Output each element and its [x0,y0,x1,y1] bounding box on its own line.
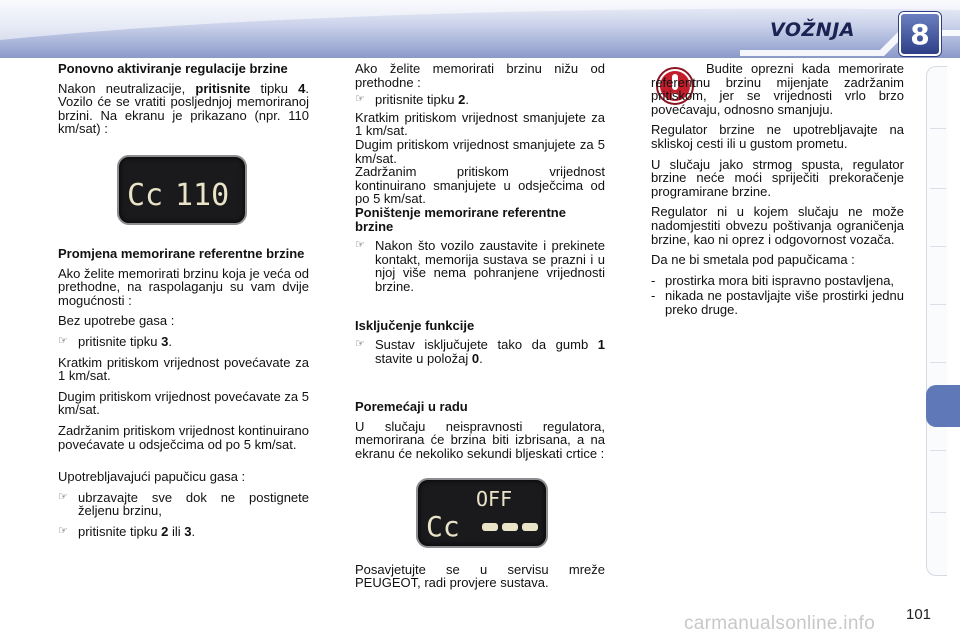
text: Sustav isključujete tako da gumb [375,337,598,353]
text-bold: 2 [458,92,466,108]
text: stavite u položaj [375,350,472,366]
pointing-hand-icon: ☞ [355,239,365,252]
text: Nakon neutralizacije, [58,80,196,96]
watermark-text: carmanualsonline.info [684,613,876,634]
bullet-text [375,338,605,365]
text-bold: 2 [161,523,169,539]
text-bold: 1 [597,337,605,353]
text-bold: pritisnite [195,80,251,96]
paragraph: Regulator brzine ne upotrebljavajte na skliskoj cesti ili u gustom prometu. [651,122,904,151]
paragraph: Dugim pritiskom vrijednost smanjujete za 5 km/sat. [355,136,605,166]
paragraph: Kratkim pritiskom vrijednost povećavate za 1 km/sat. [58,354,309,384]
tab-divider [930,304,946,305]
text-bold: 4 [298,80,306,96]
paragraph: Dugim pritiskom vrijednost povećavate za 5 km/sat. [58,388,309,418]
paragraph: U slučaju neispravnosti regulatora, memorirana će brzina biti izbrisana, a na ekranu će nekoliko sekundi bljeskati crtice : [355,418,605,462]
spacer [355,372,605,400]
chapter-title: VOŽNJA [770,19,855,41]
lcd-display-graphic [418,480,546,546]
paragraph: Bez upotrebe gasa : [58,313,175,329]
paragraph: Da ne bi smetala pod papučicama : [651,252,855,268]
chapter-number-badge: 8 [899,12,941,56]
column-left [58,62,309,545]
lcd-dash [502,523,518,531]
paragraph: Kratkim pritiskom vrijednost smanjujete za 1 km/sat. [355,109,605,139]
lcd-label-cc: Cc [127,178,164,213]
text: . [168,333,172,349]
pointing-hand-icon: ☞ [355,93,365,106]
tab-divider [930,246,946,247]
bullet-text: Nakon što vozilo zaustavite i prekinete kontakt, memorija sustava se prazni i u njoj više nema pohranjene vrijednosti brzine. [375,238,605,294]
column-right [651,62,904,319]
text: . [465,92,469,108]
section-heading-reset: Poništenje memorirane referentne brzine [355,204,566,234]
text: ili [168,523,185,539]
bullet-text [375,93,605,107]
pointing-hand-icon: ☞ [58,334,68,347]
lcd-display-off-dashes [416,478,548,548]
tab-divider [930,450,946,451]
pointing-hand-icon: ☞ [58,524,68,537]
pointing-hand-icon: ☞ [355,338,365,351]
lcd-dash [482,523,498,531]
bullet-item [355,93,605,107]
tab-divider [930,188,946,189]
text-bold: 0 [471,350,480,366]
lcd-display-cc-110 [117,155,247,225]
bullet-text: ubrzavajte sve dok ne postignete željenu brzinu, [78,489,309,519]
lcd-speed-value: 110 [175,178,230,213]
dash-text: prostirka mora biti ispravno postavljena, [665,272,895,288]
text: . [191,523,196,539]
paragraph: Regulator ni u kojem slučaju ne može nadomjestiti obvezu poštivanja ograničenja brzine, kao ni oprez i odgovornost vozača. [651,204,904,247]
paragraph: Zadržanim pritiskom vrijednost kontinuirano povećavate u odsječcima od po 5 km/sat. [58,422,309,452]
text: . Vozilo će se vratiti posljednjoj memoriranoj brzini. Na ekranu je prikazano (npr. 110 km/sat) : [58,80,309,137]
section-heading-malfunctions: Poremećaji u radu [355,399,468,415]
lcd-display-graphic [119,157,245,223]
bullet-item [58,525,309,539]
paragraph: Zadržanim pritiskom vrijednost kontinuirano smanjujete u odsječcima od po 5 km/sat. [355,164,605,207]
bullet-text [78,525,309,539]
text: pritisnite tipku [375,92,459,108]
dash-marker: - [651,272,656,288]
spacer [355,301,605,319]
paragraph: U slučaju jako strmog spusta, regulator brzine neće moći spriječiti prekoračenje programirane brzine. [651,156,904,199]
text: . [479,350,483,366]
paragraph: Ako želite memorirati brzinu koja je veća od prethodne, na raspolaganju su vam dvije mogućnosti : [58,265,309,308]
lcd-status-off: OFF [476,487,513,511]
text: pritisnite tipku [78,333,162,349]
pointing-hand-icon: ☞ [58,490,68,503]
lcd-label-cc: Cc [426,510,460,543]
bullet-text [78,335,309,349]
bullet-item [58,335,309,349]
dash-item [651,274,904,288]
tab-divider [930,512,946,513]
tab-divider [930,362,946,363]
section-heading-change-speed: Promjena memorirane referentne brzine [58,245,305,261]
chapter-header [0,0,960,58]
dash-item [651,289,904,316]
text-bold: 3 [161,333,169,349]
paragraph-reactivation [58,82,309,136]
paragraph: Ako želite memorirati brzinu nižu od prethodne : [355,61,605,90]
section-heading-switch-off: Isključenje funkcije [355,317,475,333]
page-number: 101 [906,606,932,623]
dash-text: nikada ne postavljajte više prostirki jednu preko druge. [665,288,904,317]
bullet-item [355,338,605,365]
section-heading-reactivation: Ponovno aktiviranje regulacije brzine [58,61,288,76]
paragraph: Upotrebljavajući papučicu gasa : [58,469,246,485]
paragraph: Posavjetujte se u servisu mreže PEUGEOT, radi provjere sustava. [355,561,605,591]
chapter-tab-strip [926,66,947,576]
paragraph-warning: Budite oprezni kada memorirate referentnu brzinu mijenjate zadržanim pritiskom, jer se vrijednosti vrlo brzo povećavaju, odnosno smanjuju. [651,61,904,117]
text: pritisnite tipku [78,523,162,539]
lcd-dash [522,523,538,531]
dash-marker: - [651,288,656,304]
text: tipku [250,80,299,96]
text-bold: 3 [184,523,192,539]
bullet-item [58,491,309,518]
tab-divider [930,128,946,129]
bullet-item [355,239,605,293]
active-chapter-tab[interactable] [926,385,960,427]
